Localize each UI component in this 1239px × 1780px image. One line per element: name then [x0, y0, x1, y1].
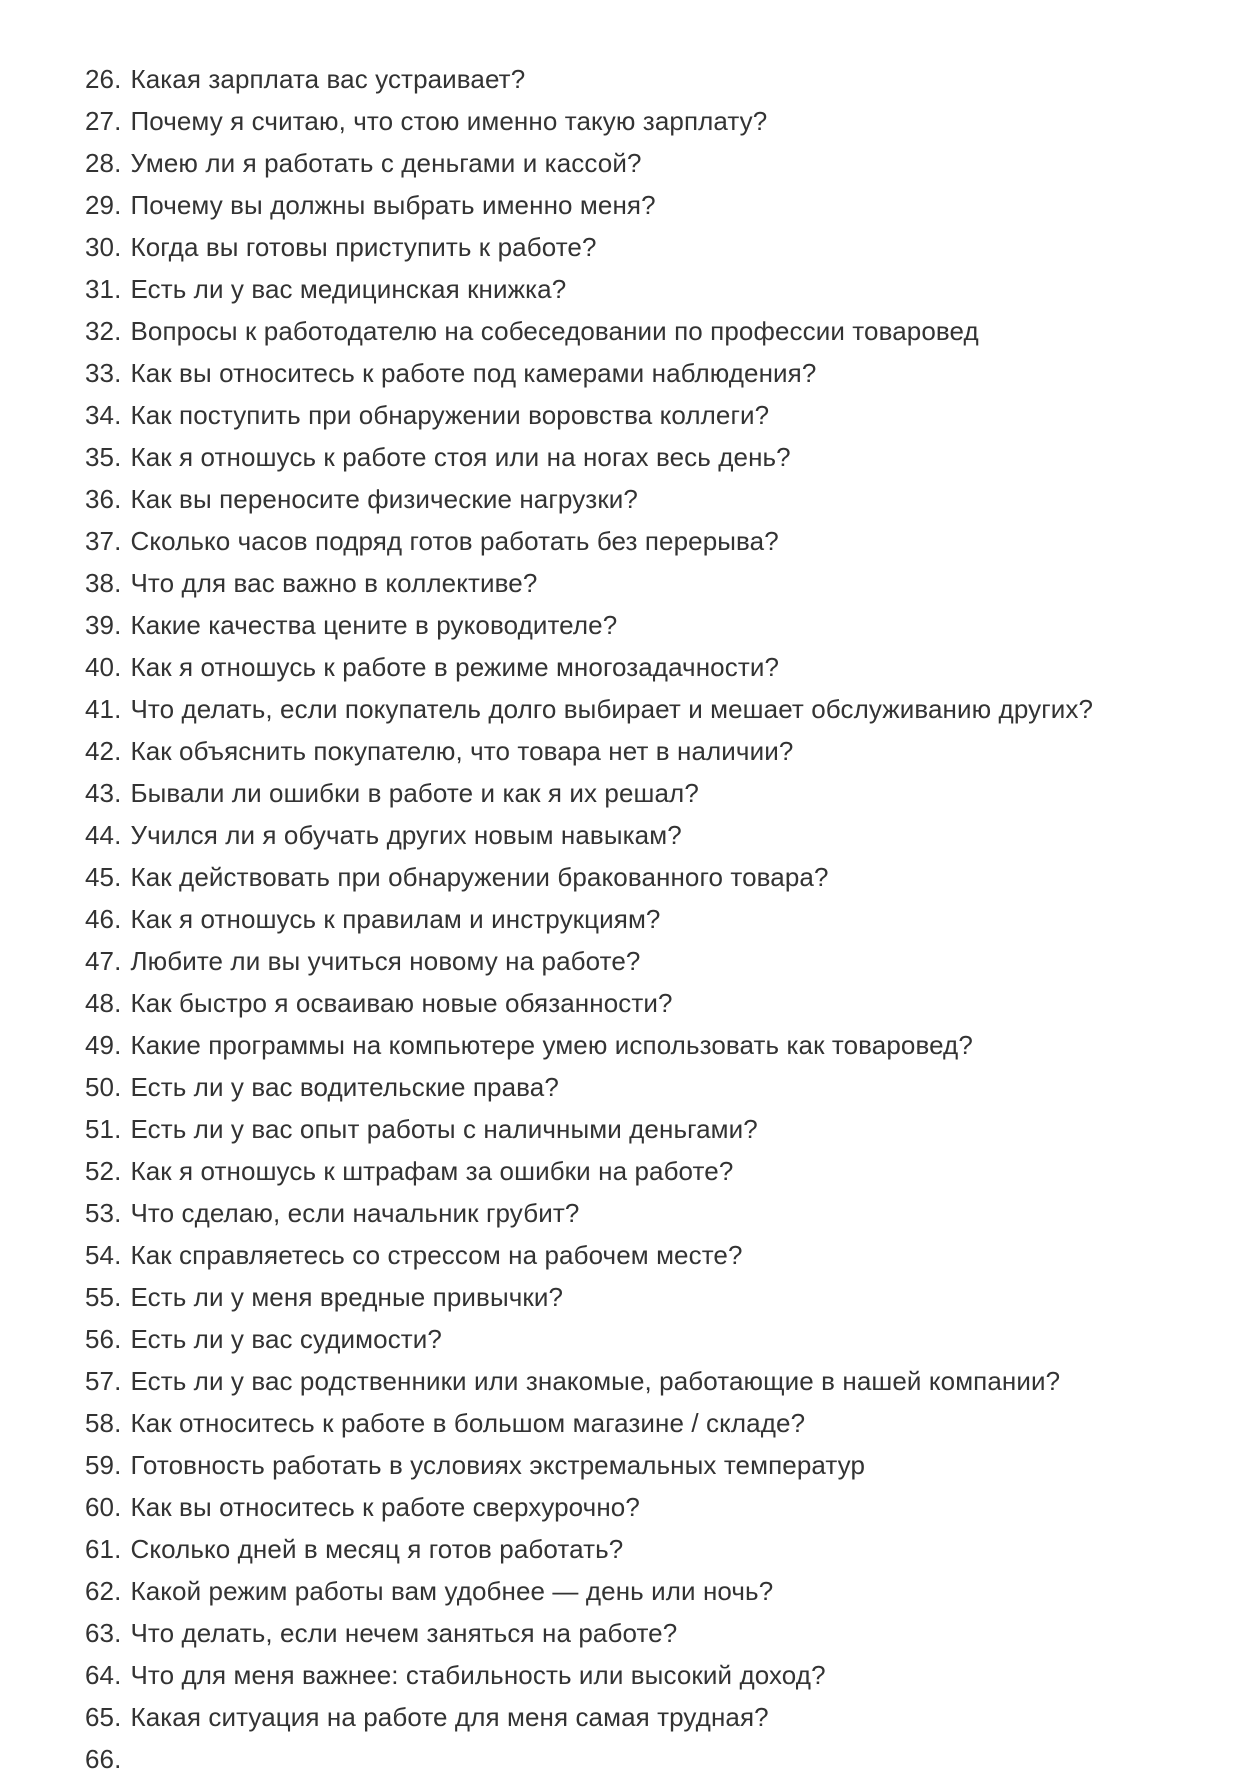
- item-number: 61.: [85, 1534, 122, 1564]
- item-number: 34.: [85, 400, 122, 430]
- item-number: 32.: [85, 316, 122, 346]
- list-item: [85, 184, 1209, 226]
- list-item: [85, 1276, 1209, 1318]
- list-item: [85, 520, 1209, 562]
- list-item: [85, 814, 1209, 856]
- item-text: Как относитесь к работе в большом магазине / складе?: [130, 1408, 806, 1438]
- item-text: Какой режим работы вам удобнее — день или ночь?: [130, 1576, 774, 1606]
- item-text: Есть ли у вас медицинская книжка?: [130, 274, 567, 304]
- item-number: 54.: [85, 1240, 122, 1270]
- list-item: [85, 1150, 1209, 1192]
- item-number: 36.: [85, 484, 122, 514]
- item-text: Какая ситуация на работе для меня самая трудная?: [130, 1702, 769, 1732]
- item-number: 44.: [85, 820, 122, 850]
- item-text: Что делать, если нечем заняться на работе?: [130, 1618, 678, 1648]
- item-text: Какие программы на компьютере умею использовать как товаровед?: [130, 1030, 973, 1060]
- item-text: Любите ли вы учиться новому на работе?: [130, 946, 641, 976]
- list-item: [85, 898, 1209, 940]
- item-number: 43.: [85, 778, 122, 808]
- item-text: Как быстро я осваиваю новые обязанности?: [130, 988, 673, 1018]
- item-text: Есть ли у меня вредные привычки?: [130, 1282, 564, 1312]
- list-item: [85, 100, 1209, 142]
- item-text: Как я отношусь к штрафам за ошибки на работе?: [130, 1156, 734, 1186]
- item-number: 56.: [85, 1324, 122, 1354]
- list-item: [85, 1696, 1209, 1738]
- item-text: Умею ли я работать с деньгами и кассой?: [130, 148, 642, 178]
- question-list: [85, 58, 1209, 1780]
- list-item: [85, 1108, 1209, 1150]
- item-number: 40.: [85, 652, 122, 682]
- item-text: Как вы относитесь к работе под камерами наблюдения?: [130, 358, 817, 388]
- item-number: 27.: [85, 106, 122, 136]
- item-text: Какая зарплата вас устраивает?: [130, 64, 526, 94]
- item-number: 30.: [85, 232, 122, 262]
- item-number: 66.: [85, 1744, 122, 1774]
- list-item: [85, 1612, 1209, 1654]
- item-number: 65.: [85, 1702, 122, 1732]
- list-item: [85, 1402, 1209, 1444]
- item-number: 47.: [85, 946, 122, 976]
- item-text: Почему вы должны выбрать именно меня?: [130, 190, 656, 220]
- list-item: [85, 268, 1209, 310]
- list-item: [85, 1444, 1209, 1486]
- item-text: Почему я считаю, что стою именно такую зарплату?: [130, 106, 768, 136]
- item-number: 37.: [85, 526, 122, 556]
- list-item: [85, 436, 1209, 478]
- item-text: Какие качества цените в руководителе?: [130, 610, 618, 640]
- item-text: Как поступить при обнаружении воровства коллеги?: [130, 400, 770, 430]
- item-number: 28.: [85, 148, 122, 178]
- list-item: [85, 562, 1209, 604]
- item-text: Сколько дней в месяц я готов работать?: [130, 1534, 624, 1564]
- list-item: [85, 1066, 1209, 1108]
- item-number: 42.: [85, 736, 122, 766]
- list-item: [85, 604, 1209, 646]
- item-text: Как объяснить покупателю, что товара нет в наличии?: [130, 736, 794, 766]
- list-item: [85, 1486, 1209, 1528]
- item-text: Готовность работать в условиях экстремальных температур: [130, 1450, 866, 1480]
- list-item: [85, 646, 1209, 688]
- item-number: 26.: [85, 64, 122, 94]
- item-text: Бывали ли ошибки в работе и как я их решал?: [130, 778, 699, 808]
- item-text: Что делать, если покупатель долго выбирает и мешает обслуживанию других?: [130, 694, 1094, 724]
- item-text: Есть ли у вас водительские права?: [130, 1072, 559, 1102]
- item-number: 50.: [85, 1072, 122, 1102]
- item-text: Сколько часов подряд готов работать без перерыва?: [130, 526, 779, 556]
- list-item: [85, 1318, 1209, 1360]
- item-text: Есть ли у вас опыт работы с наличными деньгами?: [130, 1114, 758, 1144]
- item-number: 51.: [85, 1114, 122, 1144]
- item-number: 57.: [85, 1366, 122, 1396]
- list-item: [85, 1234, 1209, 1276]
- item-number: 60.: [85, 1492, 122, 1522]
- list-item: [85, 58, 1209, 100]
- list-item: [85, 1738, 1209, 1780]
- list-item: [85, 982, 1209, 1024]
- item-number: 62.: [85, 1576, 122, 1606]
- list-item: [85, 772, 1209, 814]
- item-number: 55.: [85, 1282, 122, 1312]
- list-item: [85, 310, 1209, 352]
- item-text: Как вы переносите физические нагрузки?: [130, 484, 638, 514]
- item-text: Как вы относитесь к работе сверхурочно?: [130, 1492, 640, 1522]
- list-item: [85, 1528, 1209, 1570]
- item-text: Есть ли у вас судимости?: [130, 1324, 442, 1354]
- item-number: 38.: [85, 568, 122, 598]
- item-text: Что сделаю, если начальник грубит?: [130, 1198, 580, 1228]
- list-item: [85, 1192, 1209, 1234]
- item-number: 59.: [85, 1450, 122, 1480]
- list-item: [85, 394, 1209, 436]
- item-text: Что для вас важно в коллективе?: [130, 568, 538, 598]
- item-number: 46.: [85, 904, 122, 934]
- item-text: Как я отношусь к работе стоя или на ногах весь день?: [130, 442, 791, 472]
- item-text: Как я отношусь к правилам и инструкциям?: [130, 904, 661, 934]
- list-item: [85, 352, 1209, 394]
- item-text: Учился ли я обучать других новым навыкам?: [130, 820, 682, 850]
- item-number: 39.: [85, 610, 122, 640]
- item-number: 29.: [85, 190, 122, 220]
- item-number: 63.: [85, 1618, 122, 1648]
- item-text: Как я отношусь к работе в режиме многозадачности?: [130, 652, 780, 682]
- list-item: [85, 1024, 1209, 1066]
- item-text: Что для меня важнее: стабильность или высокий доход?: [130, 1660, 826, 1690]
- list-item: [85, 1360, 1209, 1402]
- item-number: 52.: [85, 1156, 122, 1186]
- item-number: 49.: [85, 1030, 122, 1060]
- list-item: [85, 730, 1209, 772]
- item-number: 33.: [85, 358, 122, 388]
- item-number: 48.: [85, 988, 122, 1018]
- item-text: Как справляетесь со стрессом на рабочем месте?: [130, 1240, 743, 1270]
- item-text: Вопросы к работодателю на собеседовании по профессии товаровед: [130, 316, 979, 346]
- item-text: Есть ли у вас родственники или знакомые, работающие в нашей компании?: [130, 1366, 1061, 1396]
- list-item: [85, 940, 1209, 982]
- item-number: 35.: [85, 442, 122, 472]
- item-number: 41.: [85, 694, 122, 724]
- item-number: 31.: [85, 274, 122, 304]
- item-number: 45.: [85, 862, 122, 892]
- list-item: [85, 1654, 1209, 1696]
- list-item: [85, 688, 1209, 730]
- list-item: [85, 478, 1209, 520]
- list-item: [85, 856, 1209, 898]
- item-number: 53.: [85, 1198, 122, 1228]
- item-text: Когда вы готовы приступить к работе?: [130, 232, 597, 262]
- item-number: 58.: [85, 1408, 122, 1438]
- item-text: Как действовать при обнаружении бракованного товара?: [130, 862, 829, 892]
- list-item: [85, 1570, 1209, 1612]
- list-item: [85, 226, 1209, 268]
- list-item: [85, 142, 1209, 184]
- item-number: 64.: [85, 1660, 122, 1690]
